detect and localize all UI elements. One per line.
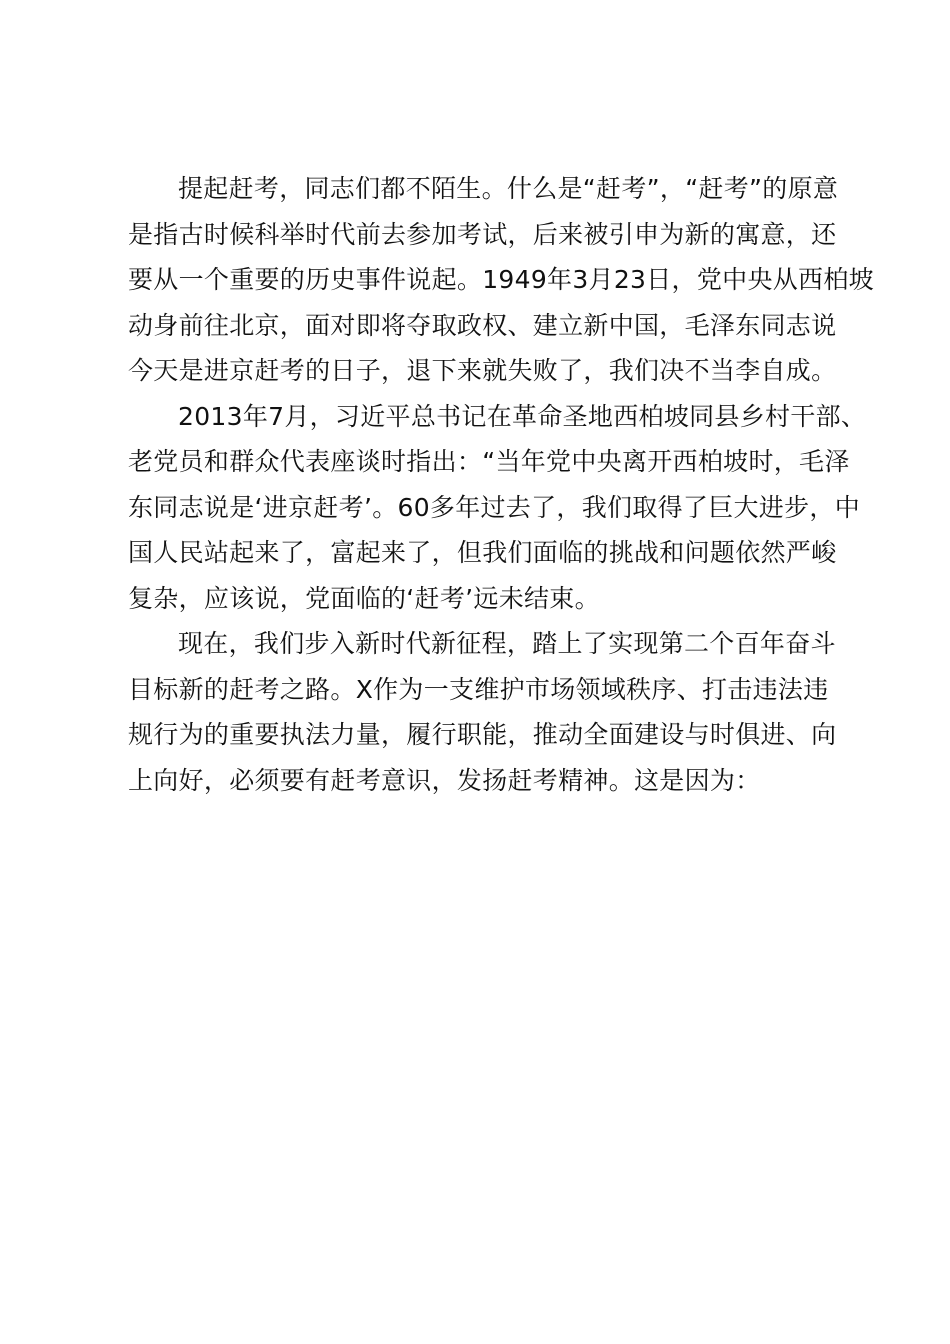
text-line: 复杂，应该说，党面临的‘赶考’远未结束。 bbox=[128, 583, 600, 613]
text-line: 目标新的赶考之路。X作为一支维护市场领域秩序、打击违法违 bbox=[128, 674, 829, 704]
document-body bbox=[128, 166, 874, 803]
text-line: 现在，我们步入新时代新征程，踏上了实现第二个百年奋斗 bbox=[178, 629, 836, 658]
text-line: 东同志说是‘进京赶考’。60多年过去了，我们取得了巨大进步，中 bbox=[128, 492, 861, 522]
paragraph-3 bbox=[128, 621, 858, 803]
text-line: 提起赶考，同志们都不陌生。什么是“赶考”，“赶考”的原意 bbox=[178, 174, 839, 203]
text-line: 上向好，必须要有赶考意识，发扬赶考精神。这是因为： bbox=[128, 765, 761, 795]
text-line: 老党员和群众代表座谈时指出：“当年党中央离开西柏坡时，毛泽 bbox=[128, 447, 850, 476]
text-line: 动身前往北京，面对即将夺取政权、建立新中国，毛泽东同志说 bbox=[128, 310, 837, 340]
text-line: 国人民站起来了，富起来了，但我们面临的挑战和问题依然严峻 bbox=[128, 538, 837, 567]
text-line: 是指古时候科举时代前去参加考试，后来被引申为新的寓意，还 bbox=[128, 219, 837, 249]
text-line: 规行为的重要执法力量，履行职能，推动全面建设与时俱进、向 bbox=[128, 720, 837, 749]
text-line: 今天是进京赶考的日子，退下来就失败了，我们决不当李自成。 bbox=[128, 356, 837, 385]
text-line: 2013年7月，习近平总书记在革命圣地西柏坡同县乡村干部、 bbox=[178, 401, 867, 431]
text-line: 要从一个重要的历史事件说起。1949年3月23日，党中央从西柏坡 bbox=[128, 265, 874, 294]
paragraph-1 bbox=[128, 166, 874, 394]
paragraph-2 bbox=[128, 394, 867, 622]
